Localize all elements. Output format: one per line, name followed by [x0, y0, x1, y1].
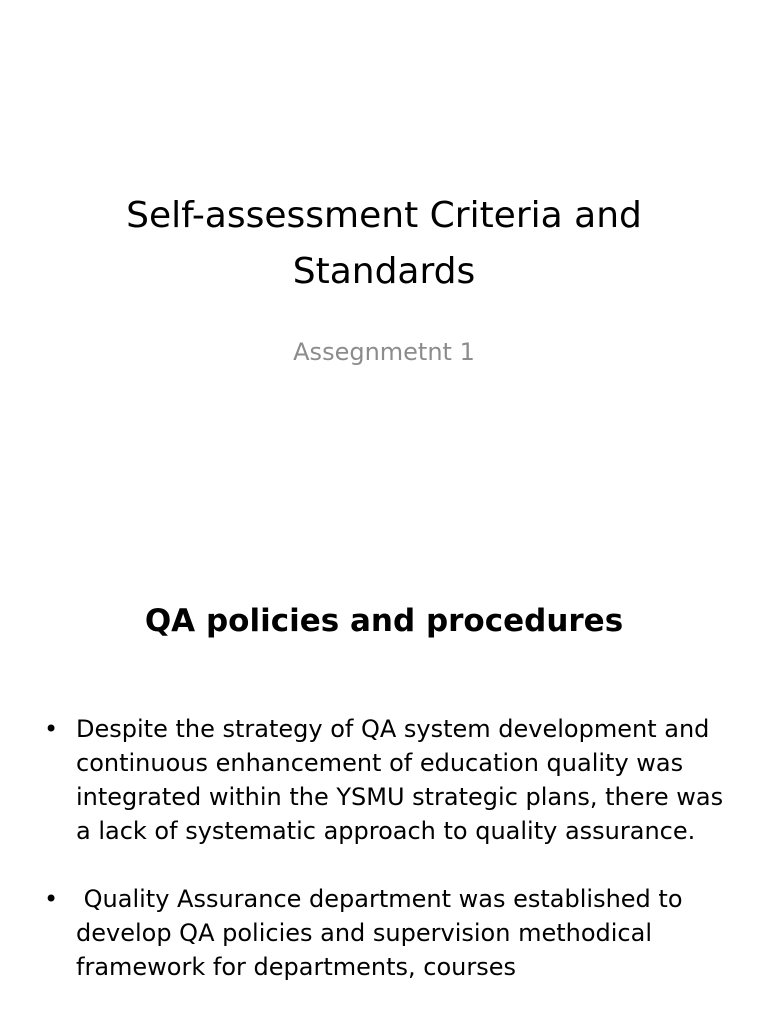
- bullet-icon: •: [44, 715, 59, 743]
- slide-subtitle: Assegnmetnt 1: [293, 338, 475, 366]
- bullet-item: [0, 882, 768, 984]
- bullet-item: [0, 712, 768, 848]
- content-slide: [0, 576, 768, 1024]
- bullet-list: [0, 712, 768, 1018]
- bullet-text: Despite the strategy of QA system development and continuous enhancement of education quality was integrated within the YSMU strategic plans, there was a lack of systematic approach to quality assurance.: [76, 715, 724, 845]
- slide-title: Self-assessment Criteria and Standards: [126, 195, 642, 292]
- slide-heading: QA policies and procedures: [144, 603, 624, 639]
- bullet-icon: •: [44, 885, 59, 913]
- bullet-text: Quality Assurance department was established to develop QA policies and supervision methodical framework for departments, courses: [76, 885, 691, 981]
